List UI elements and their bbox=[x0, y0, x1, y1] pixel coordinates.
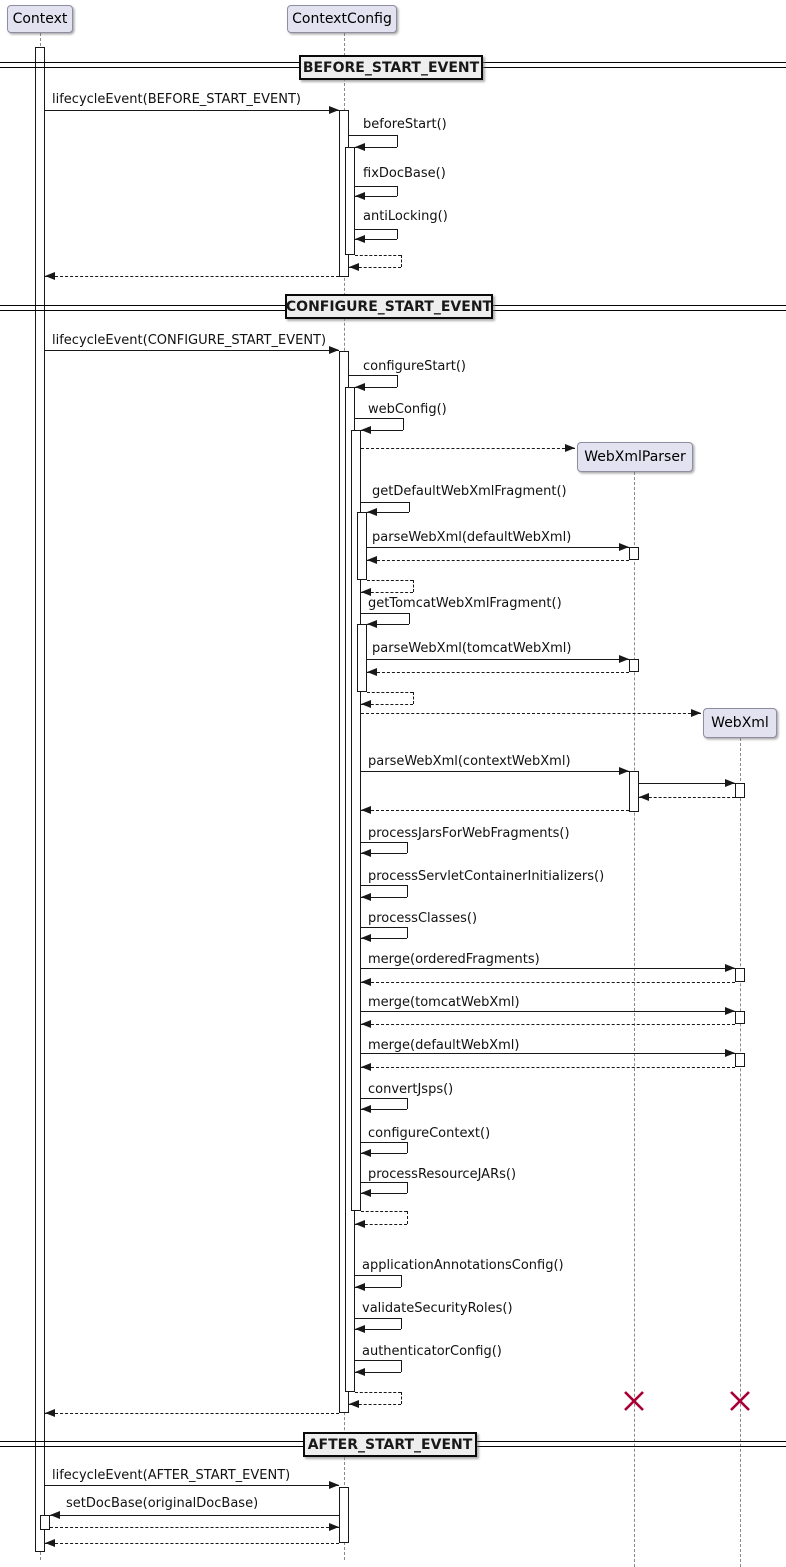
message-label: processClasses() bbox=[368, 911, 478, 926]
message-label: merge(tomcatWebXml) bbox=[368, 995, 520, 1010]
message-label: fixDocBase() bbox=[363, 166, 446, 181]
participant-label: WebXmlParser bbox=[584, 449, 686, 465]
message-label: convertJsps() bbox=[368, 1082, 454, 1097]
activation-gettomcatfragment bbox=[357, 624, 367, 692]
activation-webxml-3 bbox=[735, 1011, 745, 1024]
activation-webxml-1 bbox=[735, 783, 745, 798]
activation-context-main bbox=[35, 47, 45, 1552]
message-label: configureContext() bbox=[368, 1126, 491, 1141]
activation-before-2 bbox=[345, 147, 355, 255]
destroy-webxmlparser-icon bbox=[623, 1390, 645, 1412]
activation-after bbox=[339, 1487, 349, 1543]
participant-webxml bbox=[703, 708, 777, 738]
participant-label: ContextConfig bbox=[292, 11, 392, 27]
participant-label: WebXml bbox=[711, 715, 769, 731]
message-label: parseWebXml(defaultWebXml) bbox=[372, 530, 572, 545]
message-label: parseWebXml(contextWebXml) bbox=[368, 754, 571, 769]
activation-parser-2 bbox=[629, 659, 639, 672]
activation-context-setdocbase bbox=[40, 1515, 50, 1530]
message-label: setDocBase(originalDocBase) bbox=[66, 1496, 259, 1511]
message-label: merge(orderedFragments) bbox=[368, 952, 540, 967]
message-label: beforeStart() bbox=[363, 117, 447, 132]
message-label: getTomcatWebXmlFragment() bbox=[368, 596, 562, 611]
activation-getdefaultfragment bbox=[357, 512, 367, 580]
message-label: validateSecurityRoles() bbox=[362, 1301, 513, 1316]
message-label: merge(defaultWebXml) bbox=[368, 1038, 520, 1053]
message-label: processResourceJARs() bbox=[368, 1167, 517, 1182]
divider-label: CONFIGURE_START_EVENT bbox=[285, 298, 493, 315]
activation-parser-1 bbox=[629, 547, 639, 560]
lifeline-webxml bbox=[740, 738, 741, 1567]
divider-label: BEFORE_START_EVENT bbox=[302, 59, 480, 76]
destroy-webxml-icon bbox=[729, 1390, 751, 1412]
message-label: lifecycleEvent(BEFORE_START_EVENT) bbox=[52, 92, 301, 107]
participant-webxmlparser bbox=[577, 442, 693, 472]
message-label: lifecycleEvent(CONFIGURE_START_EVENT) bbox=[52, 333, 327, 348]
participant-label: Context bbox=[12, 11, 68, 27]
message-label: processServletContainerInitializers() bbox=[368, 869, 605, 884]
message-label: parseWebXml(tomcatWebXml) bbox=[372, 641, 572, 656]
participant-contextconfig bbox=[287, 5, 397, 33]
message-label: webConfig() bbox=[368, 402, 447, 417]
activation-webxml-2 bbox=[735, 968, 745, 982]
participant-context bbox=[7, 5, 73, 33]
message-label: processJarsForWebFragments() bbox=[368, 826, 570, 841]
activation-parser-3 bbox=[629, 771, 639, 812]
message-label: lifecycleEvent(AFTER_START_EVENT) bbox=[52, 1468, 291, 1483]
message-label: antiLocking() bbox=[363, 209, 448, 224]
message-label: applicationAnnotationsConfig() bbox=[362, 1258, 564, 1273]
message-label: authenticatorConfig() bbox=[362, 1344, 502, 1359]
activation-webxml-4 bbox=[735, 1053, 745, 1067]
message-label: configureStart() bbox=[363, 359, 466, 374]
message-label: getDefaultWebXmlFragment() bbox=[372, 484, 567, 499]
divider-label: AFTER_START_EVENT bbox=[307, 1436, 473, 1453]
